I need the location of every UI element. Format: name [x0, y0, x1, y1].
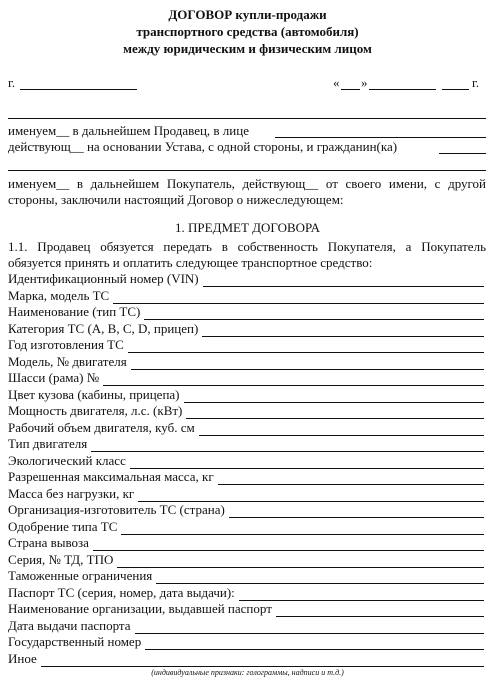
field-input[interactable] [199, 422, 484, 436]
field-row [8, 321, 484, 337]
field-input[interactable] [229, 504, 484, 518]
field-label: Идентификационный номер (VIN) [8, 271, 199, 286]
date-month-field[interactable] [369, 89, 436, 90]
buyer-line-text: именуем__ в дальнейшем Покупатель, действующ__ от своего имени, с другой [8, 176, 486, 191]
field-label: Разрешенная максимальная масса, кг [8, 469, 214, 484]
field-input[interactable] [135, 620, 484, 634]
field-label: Дата выдачи паспорта [8, 617, 131, 633]
field-label: Государственный номер [8, 634, 142, 649]
field-label: Организация-изготовитель ТС (страна) [8, 502, 225, 517]
field-input[interactable] [138, 488, 484, 502]
field-row [8, 354, 484, 370]
field-input[interactable] [131, 356, 484, 370]
seller-name-field[interactable] [8, 118, 486, 119]
field-input[interactable] [186, 405, 484, 419]
field-input[interactable] [218, 471, 484, 485]
field-label: Экологический класс [8, 452, 126, 468]
field-row [8, 387, 484, 403]
field-input[interactable] [144, 306, 484, 320]
field-row [8, 502, 484, 518]
field-label: Марка, модель ТС [8, 287, 110, 303]
field-input[interactable] [93, 537, 484, 551]
field-row [8, 304, 484, 320]
field-input[interactable] [184, 389, 484, 403]
buyer-citizen-field[interactable] [439, 153, 486, 154]
date-quote-close: » [361, 75, 368, 90]
year-suffix: г. [472, 75, 480, 90]
clause-1-1-line1: 1.1. Продавец обязуется передать в собственность Покупателя, а Покупатель [8, 239, 486, 254]
seller-line-text: именуем__ в дальнейшем Продавец, в лице [8, 123, 249, 138]
field-row [8, 337, 484, 353]
field-row [8, 568, 484, 584]
field-row [8, 420, 484, 436]
field-input[interactable] [41, 653, 484, 667]
field-row [8, 453, 484, 469]
seller-representative-field[interactable] [275, 137, 486, 138]
section-heading: 1. ПРЕДМЕТ ДОГОВОРА [175, 220, 320, 235]
field-label: Год изготовления ТС [8, 337, 124, 352]
field-input[interactable] [128, 339, 484, 353]
clause-1-1-line2: обязуется принять и оплатить следующее транспортное средство: [8, 255, 373, 270]
field-row [8, 288, 484, 304]
field-label: Модель, № двигателя [8, 353, 127, 369]
field-input[interactable] [91, 438, 484, 452]
field-label: Страна вывоза [8, 535, 89, 550]
field-label: Масса без нагрузки, кг [8, 485, 135, 501]
field-input[interactable] [276, 603, 484, 617]
document-subtitle-parties: между юридическим и физическим лицом [123, 41, 372, 56]
field-row [8, 271, 484, 287]
field-label: Цвет кузова (кабины, прицепа) [8, 386, 180, 402]
field-row [8, 519, 484, 535]
footnote: (индивидуальные признаки: голограммы, надписи и т.д.) [151, 668, 344, 677]
field-row [8, 601, 484, 617]
field-input[interactable] [130, 455, 484, 469]
field-label: Одобрение типа ТС [8, 518, 118, 534]
field-label: Наименование (тип ТС) [8, 304, 141, 319]
field-label: Тип двигателя [8, 436, 88, 451]
field-label: Рабочий объем двигателя, куб. см [8, 419, 195, 435]
field-row [8, 585, 484, 601]
field-row [8, 436, 484, 452]
field-input[interactable] [202, 323, 484, 337]
field-label: Паспорт ТС (серия, номер, дата выдачи): [8, 584, 235, 600]
field-row [8, 403, 484, 419]
field-input[interactable] [156, 570, 484, 584]
field-row [8, 486, 484, 502]
date-quote-open: « [333, 75, 340, 90]
field-input[interactable] [117, 554, 484, 568]
field-row [8, 535, 484, 551]
field-label: Наименование организации, выдавшей паспорт [8, 601, 272, 616]
buyer-name-field[interactable] [8, 170, 486, 171]
field-input[interactable] [103, 372, 484, 386]
field-row [8, 618, 484, 634]
field-input[interactable] [203, 273, 484, 287]
field-row [8, 370, 484, 386]
city-field[interactable] [20, 89, 137, 90]
field-label: Иное [8, 650, 37, 666]
field-row [8, 634, 484, 650]
seller-basis-text: действующ__ на основании Устава, с одной стороны, и гражданин(ка) [8, 139, 398, 154]
field-row [8, 552, 484, 568]
date-year-field[interactable] [442, 89, 469, 90]
field-label: Таможенные ограничения [8, 568, 153, 583]
document-title: ДОГОВОР купли-продажи [168, 7, 327, 22]
field-row [8, 469, 484, 485]
field-label: Категория ТС (A, B, C, D, прицеп) [8, 320, 199, 336]
field-label: Серия, № ТД, ТПО [8, 551, 114, 567]
field-input[interactable] [113, 290, 484, 304]
document-subtitle-vehicle: транспортного средства (автомобиля) [136, 24, 359, 39]
field-label: Шасси (рама) № [8, 370, 100, 385]
city-prefix: г. [8, 75, 16, 90]
field-row [8, 651, 484, 667]
date-day-field[interactable] [341, 89, 360, 90]
buyer-line-text-2: стороны, заключили настоящий Договор о нижеследующем: [8, 192, 344, 207]
field-input[interactable] [239, 587, 484, 601]
field-label: Мощность двигателя, л.с. (кВт) [8, 403, 183, 418]
field-input[interactable] [121, 521, 484, 535]
field-input[interactable] [145, 636, 484, 650]
